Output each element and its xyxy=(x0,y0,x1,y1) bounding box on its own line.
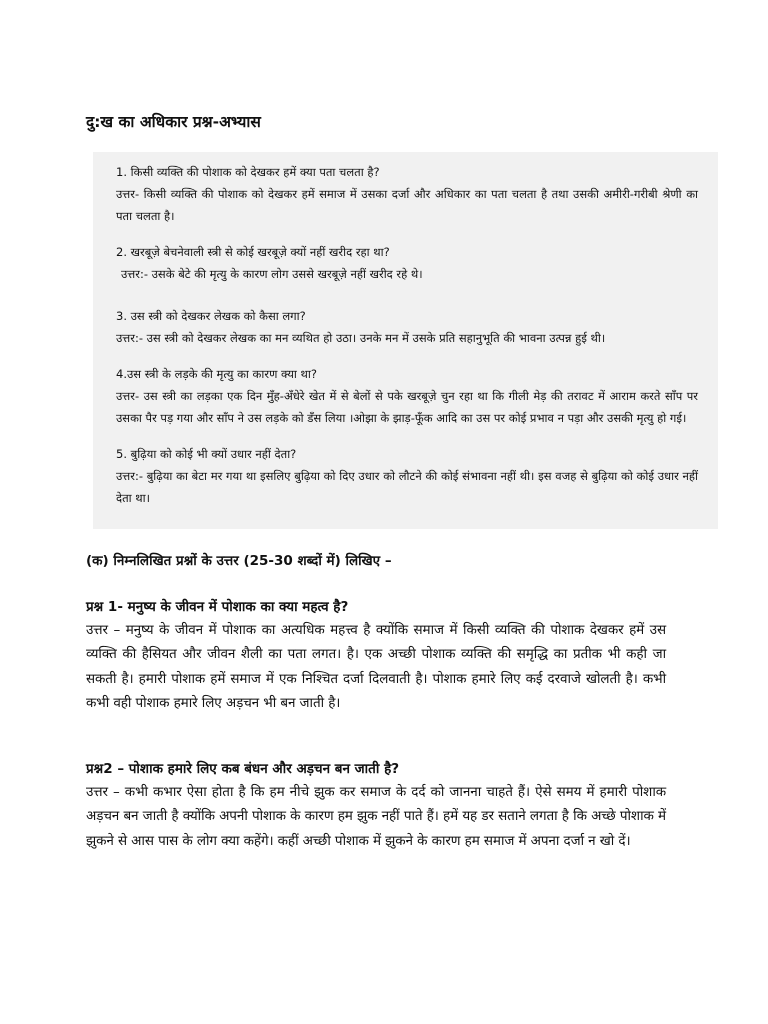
qa-question: 1. किसी व्यक्ति की पोशाक को देखकर हमें क्या पता चलता है? xyxy=(116,165,380,179)
qa-item-4 xyxy=(116,364,698,429)
qa-question: 3. उस स्त्री को देखकर लेखक को कैसा लगा? xyxy=(116,309,306,323)
qa-answer: उत्तर- किसी व्यक्ति की पोशाक को देखकर हमें समाज में उसका दर्जा और अधिकार का पता चलता है तथा उसकी अमीरी-गरीबी श्रेणी का पता चलता है। xyxy=(116,187,698,223)
qa-question: 4.उस स्त्री के लड़के की मृत्यु का कारण क्या था? xyxy=(116,367,317,381)
page-title: दु:ख का अधिकार प्रश्न-अभ्यास xyxy=(86,113,261,131)
qa-item-5 xyxy=(116,444,698,509)
qa-question: 2. खरबूज़े बेचनेवाली स्त्री से कोई खरबूज़े क्यों नहीं खरीद रहा था? xyxy=(116,245,390,259)
qa-item-3 xyxy=(116,306,698,349)
question-title: प्रश्न 1- मनुष्य के जीवन में पोशाक का क्या महत्व है? xyxy=(86,599,349,615)
qa-answer: उत्तर:- उसके बेटे की मृत्यु के कारण लोग उससे खरबूज़े नहीं खरीद रहे थे। xyxy=(121,267,423,281)
question-answer: उत्तर – कभी कभार ऐसा होता है कि हम नीचे झुक कर समाज के दर्द को जानना चाहते हैं। ऐसे समय में हमारी पोशाक अड़चन बन जाती है क्योंकि अपनी पोशाक के कारण हम झुक नहीं पाते हैं। हमें यह डर सताने लगता है कि अच्छे पोशाक में झुकने से आस पास के लोग क्या कहेंगे। कहीं अच्छी पोशाक में झुकने के कारण हम समाज में अपना दर्जा न खो दें। xyxy=(86,784,666,849)
qa-item-1 xyxy=(116,162,698,227)
qa-item-2 xyxy=(116,242,698,285)
question-block-1 xyxy=(86,596,666,715)
qa-answer: उत्तर:- उस स्त्री को देखकर लेखक का मन व्यथित हो उठा। उनके मन में उसके प्रति सहानुभूति की भावना उत्पन्न हुई थी। xyxy=(116,331,606,345)
question-title: प्रश्न2 – पोशाक हमारे लिए कब बंधन और अड़चन बन जाती है? xyxy=(86,761,400,777)
section-heading: (क) निम्नलिखित प्रश्नों के उत्तर (25-30 शब्दों में) लिखिए – xyxy=(86,553,392,569)
qa-answer: उत्तर- उस स्त्री का लड़का एक दिन मुँह-अँधेरे खेत में से बेलों से पके खरबूज़े चुन रहा था कि गीली मेड़ की तरावट में आराम करते साँप पर उसका पैर पड़ गया और साँप ने उस लड़के को डँस लिया ।ओझा के झाड़-फूँक आदि का उस पर कोई प्रभाव न पड़ा और उसकी मृत्यु हो गई। xyxy=(116,389,698,425)
question-block-2 xyxy=(86,758,666,853)
qa-summary-box xyxy=(93,152,718,529)
qa-question: 5. बुढ़िया को कोई भी क्यों उधार नहीं देता? xyxy=(116,447,297,461)
question-answer: उत्तर – मनुष्य के जीवन में पोशाक का अत्यधिक महत्त्व है क्योंकि समाज में किसी व्यक्ति की पोशाक देखकर हमें उस व्यक्ति की हैसियत और जीवन शैली का पता लगत। है। एक अच्छी पोशाक व्यक्ति की समृद्धि का प्रतीक भी कही जा सकती है। हमारी पोशाक हमें समाज में एक निश्चित दर्जा दिलवाती है। पोशाक हमारे लिए कई दरवाजे खोलती है। कभी कभी वही पोशाक हमारे लिए अड़चन भी बन जाती है। xyxy=(86,622,666,711)
qa-answer: उत्तर:- बुढ़िया का बेटा मर गया था इसलिए बुढ़िया को दिए उधार को लौटने की कोई संभावना नहीं थी। इस वजह से बुढ़िया को कोई उधार नहीं देता था। xyxy=(116,469,698,505)
